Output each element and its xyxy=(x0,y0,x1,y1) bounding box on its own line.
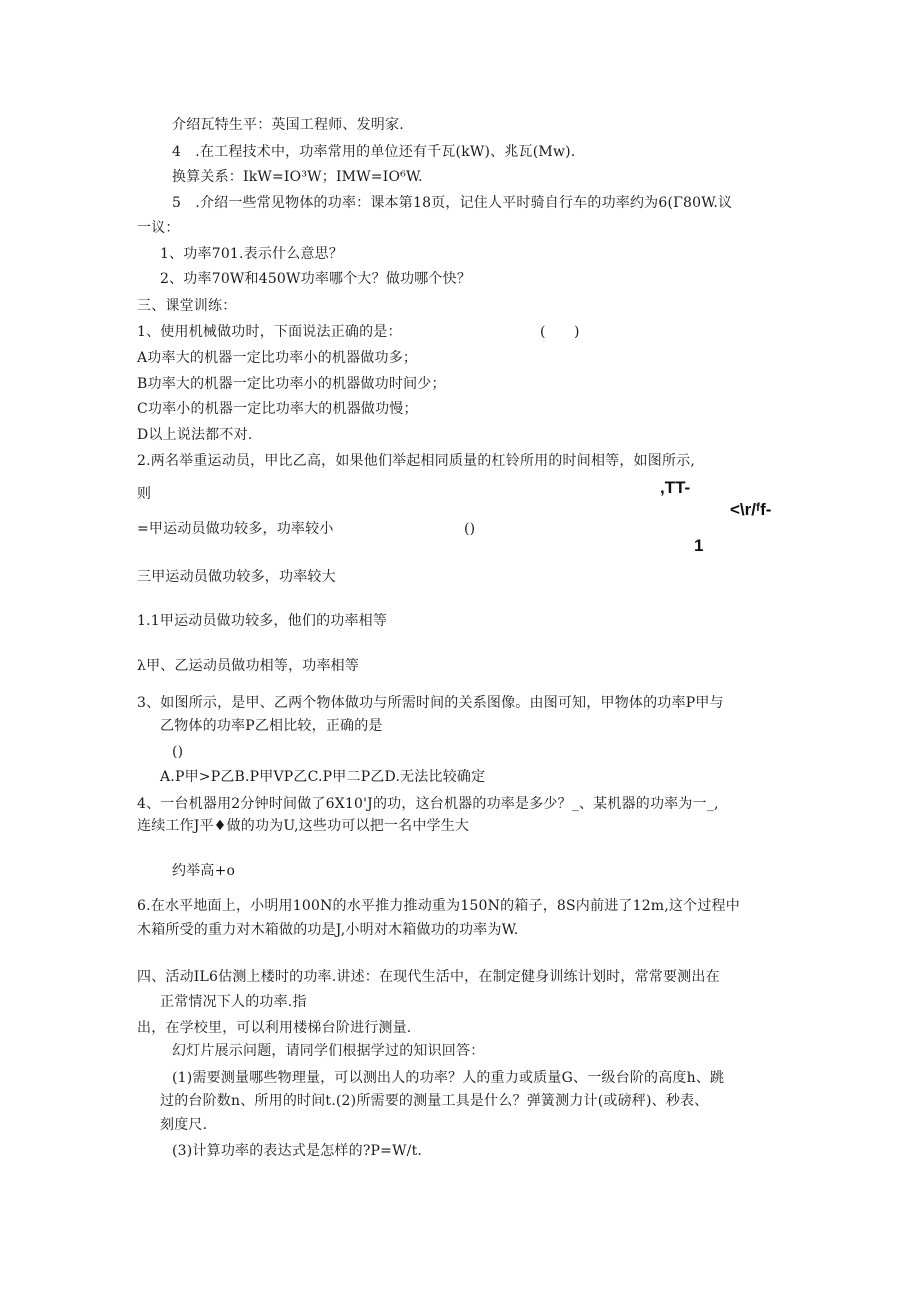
exercise-3-stem: 3、如图所示，是甲、乙两个物体做功与所需时间的关系图像。由图可知，甲物体的功率P甲与 xyxy=(137,695,724,711)
section-heading-practice: 三、课堂训练： xyxy=(137,298,237,314)
exercise-2-stem: 2.两名举重运动员，甲比乙高，如果他们举起相同质量的杠铃所用的时间相等，如图所示, xyxy=(137,453,696,469)
exercise-1-option-b: B功率大的机器一定比功率小的机器做功时间少； xyxy=(137,376,446,392)
exercise-5-stem: 连续工作J平♦做的功为U,这些功可以把一名中学生大 xyxy=(137,818,470,834)
activity-question-2-cont: 刻度尺. xyxy=(160,1117,208,1133)
exercise-2-option-a: =甲运动员做功较多，功率较小 xyxy=(137,521,334,537)
exercise-3-answer-blank: () xyxy=(172,744,184,760)
exercise-1-option-c: C功率小的机器一定比功率大的机器做功慢； xyxy=(137,401,418,417)
section-heading-activity: 四、活动IL6估测上楼时的功率.讲述：在现代生活中，在制定健身训练计划时，常常要测出在 xyxy=(137,969,720,985)
figure-ocr-line-2: <\r/ᶠf- xyxy=(730,500,772,519)
exercise-2-stem-cont: 则 xyxy=(137,486,152,502)
activity-text-cont: 正常情况下人的功率.指 xyxy=(160,994,307,1010)
activity-question-1-cont: 过的台阶数n、所用的时间t.(2)所需要的测量工具是什么？弹簧测力计(或磅秤)、秒表、 xyxy=(160,1093,709,1109)
exercise-2-option-d: λ甲、乙运动员做功相等，功率相等 xyxy=(137,658,360,674)
exercise-6-stem-cont: 木箱所受的重力对木箱做的功是J,小明对木箱做功的功率为W. xyxy=(137,922,519,938)
text-discuss: 一议： xyxy=(137,220,180,236)
text-power-units: 4 .在工程技术中，功率常用的单位还有千瓦(kW)、兆瓦(Mw). xyxy=(172,144,576,160)
exercise-6-stem: 6.在水平地面上，小明用100N的水平推力推动重为150N的箱子，8S内前进了12m,这个过程中 xyxy=(137,898,740,914)
activity-question-3: (3)计算功率的表达式是怎样的?P=W/t. xyxy=(172,1143,423,1159)
text-question-2: 2、功率70W和450W功率哪个大？做功哪个快？ xyxy=(160,271,472,287)
exercise-1-stem: 1、使用机械做功时，下面说法正确的是： xyxy=(137,324,402,340)
activity-text-stairs: 出，在学校里，可以利用楼梯台阶进行测量. xyxy=(137,1020,412,1036)
text-common-powers: 5 .介绍一些常见物体的功率：课本第18页，记住人平时骑自行车的功率约为6(Γ80W.议 xyxy=(172,195,733,211)
exercise-1-option-a: A功率大的机器一定比功率小的机器做功多； xyxy=(137,350,418,366)
exercise-2-option-c: 1.1甲运动员做功较多，他们的功率相等 xyxy=(137,613,388,629)
exercise-3-stem-cont: 乙物体的功率P乙相比较，正确的是 xyxy=(160,718,383,734)
exercise-4-stem: 4、一台机器用2分钟时间做了6X10'J的功，这台机器的功率是多少？_、某机器的功率为一_, xyxy=(137,796,719,812)
text-watt-intro: 介绍瓦特生平：英国工程师、发明家. xyxy=(172,117,404,133)
exercise-3-options: A.P甲>P乙B.P甲VP乙C.P甲二P乙D.无法比较确定 xyxy=(160,769,486,785)
exercise-1-option-d: D以上说法都不对. xyxy=(137,427,253,443)
figure-ocr-line-1: ,TT- xyxy=(660,478,691,497)
exercise-1-answer-blank: ( ) xyxy=(540,324,580,340)
figure-ocr-line-3: 1 xyxy=(694,536,704,555)
activity-slide-intro: 幻灯片展示问题，请同学们根据学过的知识回答： xyxy=(172,1043,485,1059)
text-question-1: 1、功率701.表示什么意思？ xyxy=(160,246,344,262)
exercise-5-stem-cont: 约举高+o xyxy=(172,863,236,879)
exercise-2-answer-blank: () xyxy=(464,521,476,537)
exercise-2-option-b: 三甲运动员做功较多，功率较大 xyxy=(137,569,336,585)
activity-question-1: (1)需要测量哪些物理量，可以测出人的功率？人的重力或质量G、一级台阶的高度h、跳 xyxy=(172,1070,725,1086)
text-unit-conversion: 换算关系：IkW=IO³W；IMW=IO⁶W. xyxy=(172,169,423,185)
